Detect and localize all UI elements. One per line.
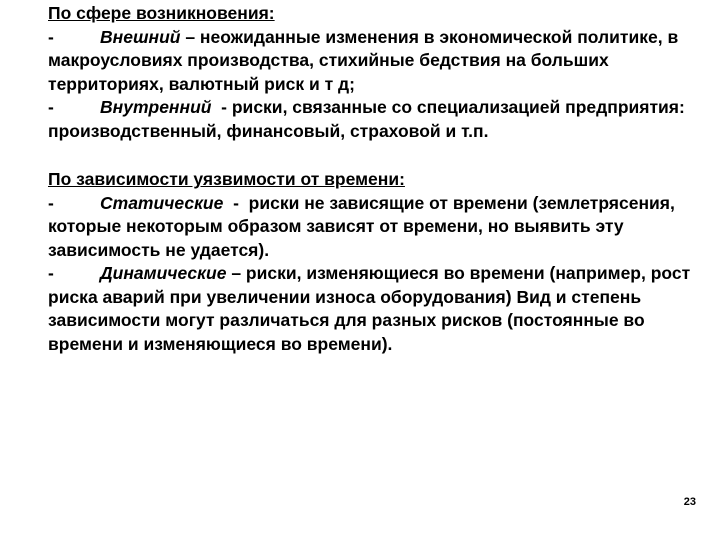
term-static: Статические [100,192,224,213]
term-external: Внешний [100,26,181,47]
list-dash: - [48,97,54,117]
section-heading-origin: По сфере возникновения: [48,3,275,23]
term-internal: Внутренний [100,97,212,117]
slide-content [48,0,708,356]
list-item-internal [48,96,708,143]
list-item-static [48,192,708,263]
list-dash: - [48,263,54,283]
page-number: 23 [683,496,696,508]
list-item-dynamic [48,262,708,356]
list-dash: - [48,192,54,213]
definition-internal: - риски, связанные со специализацией предприятия: производственный, финансовый, страховой и т.п. [48,97,690,141]
section-heading-time: По зависимости уязвимости от времени: [48,169,405,189]
list-dash: - [48,26,54,47]
term-dynamic: Динамические [100,263,227,283]
definition-static: - риски не зависящие от времени (землетрясения, которые некоторым образом зависят от времени, но выявить эту зависимость не удается). [48,192,680,260]
definition-external: – неожиданные изменения в экономической политике, в макроусловиях производства, стихийные бедствия на больших территориях, валютный риск и т д; [48,26,679,94]
list-item-external [48,26,708,97]
definition-dynamic: – риски, изменяющиеся во времени (например, рост риска аварий при увеличении износа оборудования) Вид и степень зависимости могут различаться для разных рисков (постоянные во времени и изменяющиеся во времени). [48,263,691,354]
